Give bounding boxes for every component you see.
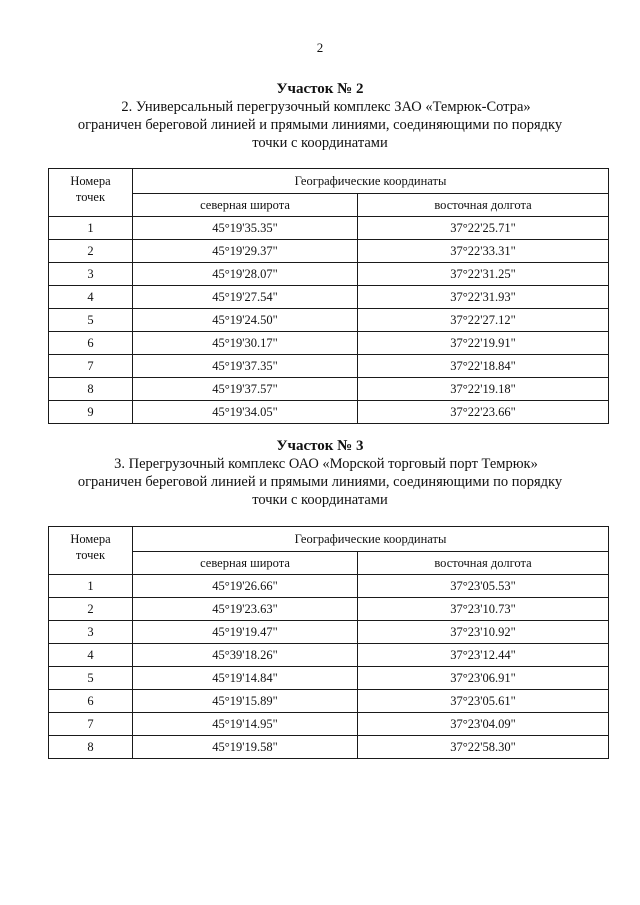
longitude-cell: 37°22'25.71" — [358, 217, 609, 240]
longitude-cell: 37°23'04.09" — [358, 713, 609, 736]
point-number-cell: 6 — [49, 332, 133, 355]
latitude-cell: 45°19'27.54" — [133, 286, 358, 309]
description-line: 2. Универсальный перегрузочный комплекс ЗАО «Темрюк-Сотра» — [121, 99, 531, 115]
point-number-cell: 3 — [49, 263, 133, 286]
section-title: Участок № 2 — [276, 81, 364, 97]
point-number-cell: 2 — [49, 598, 133, 621]
longitude-cell: 37°22'18.84" — [358, 355, 609, 378]
latitude-cell: 45°19'23.63" — [133, 598, 358, 621]
latitude-cell: 45°19'35.35" — [133, 217, 358, 240]
latitude-cell: 45°19'19.47" — [133, 621, 358, 644]
latitude-header: северная широта — [133, 194, 358, 217]
latitude-cell: 45°19'34.05" — [133, 401, 358, 424]
description-line: ограничен береговой линией и прямыми линиями, соединяющими по порядку — [77, 474, 563, 490]
section-description — [60, 455, 580, 509]
longitude-cell: 37°23'06.91" — [358, 667, 609, 690]
coordinates-table — [48, 168, 609, 424]
point-number-cell: 6 — [49, 690, 133, 713]
longitude-cell: 37°23'10.73" — [358, 598, 609, 621]
table-row — [49, 309, 609, 332]
point-number-cell: 5 — [49, 667, 133, 690]
point-number-cell: 7 — [49, 355, 133, 378]
table-row — [49, 332, 609, 355]
point-number-cell: 8 — [49, 378, 133, 401]
longitude-header: восточная долгота — [358, 194, 609, 217]
table-row — [49, 286, 609, 309]
longitude-cell: 37°22'27.12" — [358, 309, 609, 332]
longitude-cell: 37°22'31.93" — [358, 286, 609, 309]
table-row — [49, 263, 609, 286]
longitude-header: восточная долгота — [358, 552, 609, 575]
point-number-cell: 7 — [49, 713, 133, 736]
coordinates-table — [48, 526, 609, 759]
longitude-cell: 37°23'05.61" — [358, 690, 609, 713]
points-header-line: Номера — [70, 532, 111, 546]
table-row — [49, 690, 609, 713]
longitude-cell: 37°22'33.31" — [358, 240, 609, 263]
points-header-line: Номера — [70, 174, 111, 188]
latitude-cell: 45°19'29.37" — [133, 240, 358, 263]
table-row — [49, 621, 609, 644]
table-row — [49, 401, 609, 424]
longitude-cell: 37°22'31.25" — [358, 263, 609, 286]
table-row — [49, 644, 609, 667]
longitude-cell: 37°22'23.66" — [358, 401, 609, 424]
table-row — [49, 378, 609, 401]
point-number-cell: 4 — [49, 644, 133, 667]
description-line: 3. Перегрузочный комплекс ОАО «Морской торговый порт Темрюк» — [114, 456, 538, 472]
table-row — [49, 217, 609, 240]
point-number-cell: 1 — [49, 575, 133, 598]
table-row — [49, 713, 609, 736]
longitude-cell: 37°23'10.92" — [358, 621, 609, 644]
section-plot-3 — [0, 437, 640, 754]
points-header-line: точек — [75, 548, 106, 562]
page-number: 2 — [316, 40, 324, 55]
description-line: ограничен береговой линией и прямыми линиями, соединяющими по порядку — [77, 117, 563, 133]
latitude-header: северная широта — [133, 552, 358, 575]
table-row — [49, 240, 609, 263]
points-column-header — [49, 169, 133, 217]
latitude-cell: 45°19'37.57" — [133, 378, 358, 401]
longitude-cell: 37°22'19.91" — [358, 332, 609, 355]
table-row — [49, 667, 609, 690]
point-number-cell: 1 — [49, 217, 133, 240]
point-number-cell: 8 — [49, 736, 133, 759]
longitude-cell: 37°23'12.44" — [358, 644, 609, 667]
point-number-cell: 9 — [49, 401, 133, 424]
geo-coordinates-header: Географические координаты — [133, 169, 609, 194]
points-column-header — [49, 527, 133, 575]
point-number-cell: 2 — [49, 240, 133, 263]
section-plot-2 — [0, 80, 640, 419]
table-row — [49, 598, 609, 621]
latitude-cell: 45°19'37.35" — [133, 355, 358, 378]
latitude-cell: 45°19'19.58" — [133, 736, 358, 759]
longitude-cell: 37°22'58.30" — [358, 736, 609, 759]
table-row — [49, 736, 609, 759]
point-number-cell: 4 — [49, 286, 133, 309]
latitude-cell: 45°19'26.66" — [133, 575, 358, 598]
description-line: точки с координатами — [252, 492, 388, 508]
longitude-cell: 37°22'19.18" — [358, 378, 609, 401]
latitude-cell: 45°19'30.17" — [133, 332, 358, 355]
table-row — [49, 355, 609, 378]
points-header-line: точек — [75, 190, 106, 204]
latitude-cell: 45°19'24.50" — [133, 309, 358, 332]
latitude-cell: 45°19'14.84" — [133, 667, 358, 690]
point-number-cell: 5 — [49, 309, 133, 332]
section-title: Участок № 3 — [276, 438, 364, 454]
latitude-cell: 45°39'18.26" — [133, 644, 358, 667]
latitude-cell: 45°19'14.95" — [133, 713, 358, 736]
point-number-cell: 3 — [49, 621, 133, 644]
latitude-cell: 45°19'28.07" — [133, 263, 358, 286]
section-description — [60, 98, 580, 152]
longitude-cell: 37°23'05.53" — [358, 575, 609, 598]
geo-coordinates-header: Географические координаты — [133, 527, 609, 552]
description-line: точки с координатами — [252, 135, 388, 151]
table-row — [49, 575, 609, 598]
latitude-cell: 45°19'15.89" — [133, 690, 358, 713]
